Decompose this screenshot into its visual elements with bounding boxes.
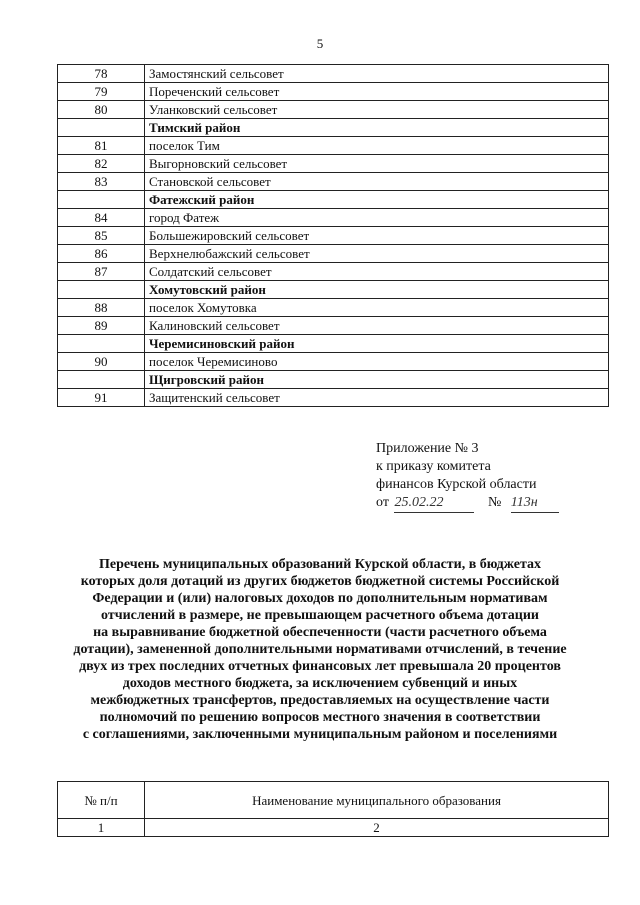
row-number: 82 [58, 155, 145, 173]
row-number [58, 281, 145, 299]
table-row [58, 317, 609, 335]
appendix-order-ref: к приказу комитета [376, 459, 491, 474]
row-number: 84 [58, 209, 145, 227]
row-number: 88 [58, 299, 145, 317]
district-row [58, 191, 609, 209]
municipality-name: Защитенский сельсовет [145, 389, 609, 407]
document-heading [40, 556, 600, 743]
table-row [58, 227, 609, 245]
municipality-name: поселок Хомутовка [145, 299, 609, 317]
municipality-name: Калиновский сельсовет [145, 317, 609, 335]
row-number [58, 335, 145, 353]
heading-line: дотации), замененной дополнительными нормативами отчислений, в течение [73, 642, 567, 657]
appendix-date-line [376, 494, 559, 513]
table-row [58, 353, 609, 371]
municipality-name: Пореченский сельсовет [145, 83, 609, 101]
list-header-table [57, 781, 609, 837]
heading-line: с соглашениями, заключенными муниципальным районом и поселениями [82, 727, 558, 742]
district-name: Тимский район [145, 119, 609, 137]
municipality-name: Большежировский сельсовет [145, 227, 609, 245]
row-number: 91 [58, 389, 145, 407]
table-row [58, 155, 609, 173]
heading-line: которых доля дотаций из других бюджетов бюджетной системы Российской [80, 574, 560, 589]
district-name: Черемисиновский район [145, 335, 609, 353]
municipality-name: город Фатеж [145, 209, 609, 227]
row-number: 81 [58, 137, 145, 155]
row-number: 78 [58, 65, 145, 83]
table-row [58, 299, 609, 317]
row-number [58, 119, 145, 137]
heading-line: на выравнивание бюджетной обеспеченности (части расчетного объема [93, 625, 547, 640]
column-index-1: 1 [58, 819, 145, 837]
district-name: Щигровский район [145, 371, 609, 389]
district-row [58, 335, 609, 353]
municipality-name: поселок Черемисиново [145, 353, 609, 371]
municipality-name: Выгорновский сельсовет [145, 155, 609, 173]
handwritten-number: 113н [511, 494, 559, 513]
table-row [58, 137, 609, 155]
heading-line: межбюджетных трансфертов, предоставляемых на осуществление части [90, 693, 550, 708]
row-number: 79 [58, 83, 145, 101]
heading-line: отчислений в размере, не превышающем расчетного объема дотации [101, 608, 539, 623]
row-number: 90 [58, 353, 145, 371]
district-row [58, 119, 609, 137]
date-prefix: от [376, 495, 389, 510]
page-number: 5 [316, 36, 324, 51]
heading-line: Перечень муниципальных образований Курской области, в бюджетах [98, 557, 541, 572]
row-number: 87 [58, 263, 145, 281]
row-number: 80 [58, 101, 145, 119]
number-label: № [487, 495, 502, 510]
heading-line: двух из трех последних отчетных финансовых лет превышала 20 процентов [79, 659, 561, 674]
row-number [58, 371, 145, 389]
row-number: 83 [58, 173, 145, 191]
municipality-name: Становской сельсовет [145, 173, 609, 191]
appendix-block [376, 440, 559, 513]
handwritten-date: 25.02.22 [394, 494, 474, 513]
column-header-name: Наименование муниципального образования [145, 782, 609, 819]
table-row [58, 83, 609, 101]
row-number: 85 [58, 227, 145, 245]
municipality-name: Замостянский сельсовет [145, 65, 609, 83]
table-row [58, 65, 609, 83]
municipality-name: Солдатский сельсовет [145, 263, 609, 281]
row-number: 86 [58, 245, 145, 263]
municipality-name: Верхнелюбажский сельсовет [145, 245, 609, 263]
column-header-number: № п/п [58, 782, 145, 819]
municipality-name: Уланковский сельсовет [145, 101, 609, 119]
municipality-name: поселок Тим [145, 137, 609, 155]
table-row [58, 209, 609, 227]
row-number [58, 191, 145, 209]
table-row [58, 389, 609, 407]
table-row [58, 101, 609, 119]
column-index-2: 2 [145, 819, 609, 837]
district-row [58, 371, 609, 389]
district-name: Хомутовский район [145, 281, 609, 299]
table-row [58, 263, 609, 281]
municipalities-table [57, 64, 609, 407]
table-row [58, 173, 609, 191]
heading-line: доходов местного бюджета, за исключением субвенций и иных [122, 676, 518, 691]
heading-line: полномочий по решению вопросов местного значения в соответствии [99, 710, 541, 725]
table-row [58, 245, 609, 263]
district-row [58, 281, 609, 299]
appendix-committee: финансов Курской области [376, 477, 537, 492]
heading-line: Федерации и (или) налоговых доходов по дополнительным нормативам [92, 591, 548, 606]
row-number: 89 [58, 317, 145, 335]
district-name: Фатежский район [145, 191, 609, 209]
appendix-title: Приложение № 3 [376, 441, 479, 456]
